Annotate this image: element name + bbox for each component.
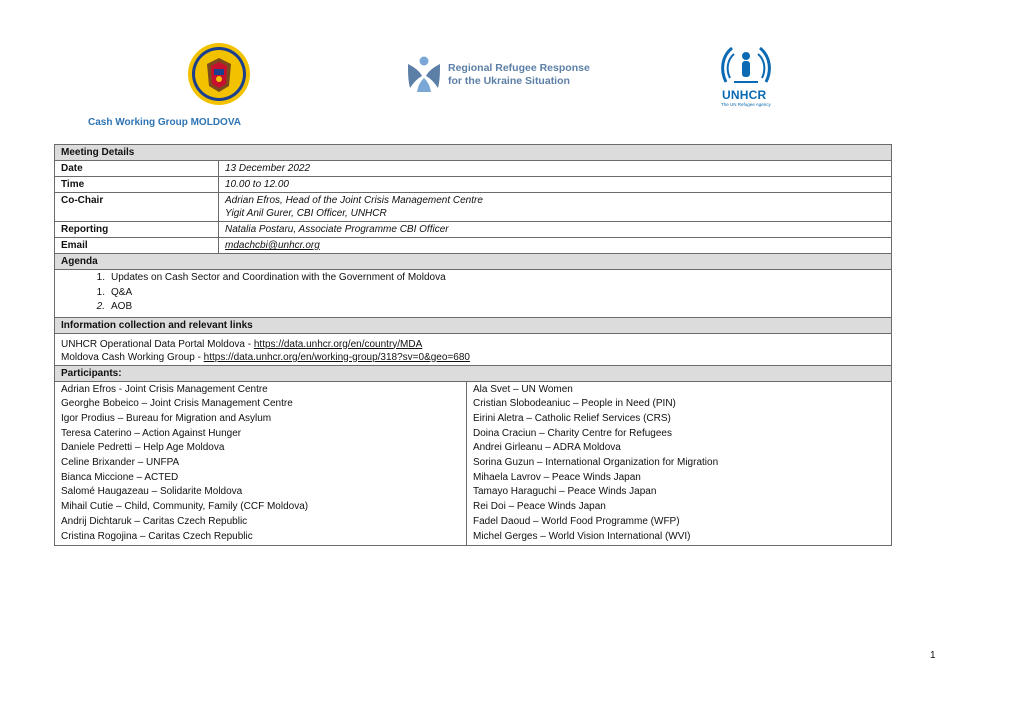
participant-item: Fadel Daoud – World Food Programme (WFP)	[473, 515, 680, 527]
participant-item: Mihail Cutie – Child, Community, Family (CCF Moldova)	[61, 501, 309, 513]
participant-item: Georghe Bobeico – Joint Crisis Management Centre	[61, 398, 293, 410]
participant-item: Cristian Slobodeaniuc – People in Need (PIN)	[473, 398, 676, 410]
email-link[interactable]: mdachcbi@unhcr.org	[225, 240, 320, 251]
date-row	[55, 161, 892, 177]
info-line-2: Moldova Cash Working Group - https://data.unhcr.org/en/working-group/318?sv=0&geo=680	[61, 351, 470, 363]
participant-item: Bianca Miccione – ACTED	[61, 471, 179, 483]
time-label: Time	[55, 177, 219, 193]
participant-item: Teresa Caterino – Action Against Hunger	[61, 427, 242, 439]
participants-left-list	[55, 381, 467, 546]
time-value: 10.00 to 12.00	[219, 177, 892, 193]
email-row	[55, 238, 892, 254]
time-row	[55, 177, 892, 193]
participant-item: Rei Doi – Peace Winds Japan	[473, 501, 606, 513]
participant-item: Cristina Rogojina – Caritas Czech Republic	[61, 530, 253, 542]
working-group-link[interactable]: https://data.unhcr.org/en/working-group/318?sv=0&geo=680	[203, 351, 470, 363]
cochair-row	[55, 193, 892, 222]
agenda-header-row	[55, 254, 892, 270]
unhcr-wordmark: UNHCR	[722, 88, 767, 102]
participant-item: Mihaela Lavrov – Peace Winds Japan	[473, 471, 641, 483]
rrr-logo-text: Regional Refugee Response for the Ukraine Situation	[448, 62, 590, 87]
date-label: Date	[55, 161, 219, 177]
agenda-item: 1. Updates on Cash Sector and Coordination with the Government of Moldova	[96, 272, 446, 283]
moldova-coat-of-arms-logo	[186, 42, 252, 106]
participant-item: Igor Prodius – Bureau for Migration and Asylum	[61, 412, 272, 424]
reporting-label: Reporting	[55, 222, 219, 238]
participant-item: Ala Svet – UN Women	[473, 383, 573, 395]
info-header: Information collection and relevant links	[55, 317, 892, 333]
meeting-details-header-row	[55, 145, 892, 161]
info-row	[55, 333, 892, 365]
meeting-table	[54, 144, 892, 546]
participant-item: Doina Craciun – Charity Centre for Refugees	[473, 427, 672, 439]
date-value: 13 December 2022	[219, 161, 892, 177]
rrr-emblem-icon	[404, 54, 444, 94]
participants-header: Participants:	[55, 365, 892, 381]
participant-item: Eirini Aletra – Catholic Relief Services (CRS)	[473, 412, 671, 424]
participant-item: Celine Brixander – UNFPA	[61, 457, 180, 469]
cochair-label: Co-Chair	[55, 193, 219, 222]
page-number: 1	[930, 650, 936, 661]
group-title: Cash Working Group MOLDOVA	[88, 117, 241, 128]
info-links	[55, 333, 892, 365]
cochair-line-2: Yigit Anil Gurer, CBI Officer, UNHCR	[225, 208, 387, 219]
coat-of-arms-icon	[186, 42, 252, 106]
participants-header-row	[55, 365, 892, 381]
agenda-item: 1. Q&A	[96, 286, 133, 298]
participant-item: Andrij Dichtaruk – Caritas Czech Republic	[61, 515, 248, 527]
agenda-header: Agenda	[55, 254, 892, 270]
participant-item: Andrei Girleanu – ADRA Moldova	[473, 442, 621, 454]
regional-refugee-response-logo	[404, 54, 590, 98]
cochair-line-1: Adrian Efros, Head of the Joint Crisis Management Centre	[225, 195, 483, 206]
unhcr-logo	[718, 42, 780, 108]
email-label: Email	[55, 238, 219, 254]
meeting-details-header: Meeting Details	[55, 145, 892, 161]
info-line-1: UNHCR Operational Data Portal Moldova - https://data.unhcr.org/en/country/MDA	[61, 338, 423, 350]
participants-row	[55, 381, 892, 546]
participant-item: Salomé Haugazeau – Solidarite Moldova	[61, 486, 243, 498]
reporting-value: Natalia Postaru, Associate Programme CBI Officer	[219, 222, 892, 238]
participant-item: Michel Gerges – World Vision International (WVI)	[473, 530, 691, 542]
cochair-value	[219, 193, 892, 222]
participants-right-list	[467, 381, 892, 546]
agenda-item: 2. AOB	[96, 301, 133, 312]
data-portal-link[interactable]: https://data.unhcr.org/en/country/MDA	[253, 338, 423, 350]
unhcr-tagline: The UN Refugee Agency	[721, 102, 771, 107]
unhcr-emblem-icon	[718, 42, 774, 88]
participant-item: Sorina Guzun – International Organization for Migration	[473, 457, 719, 469]
participant-item: Tamayo Haraguchi – Peace Winds Japan	[473, 486, 657, 498]
participant-item: Adrian Efros - Joint Crisis Management Centre	[61, 383, 268, 395]
agenda-list	[55, 270, 892, 318]
reporting-row	[55, 222, 892, 238]
participant-item: Daniele Pedretti – Help Age Moldova	[61, 442, 225, 454]
info-header-row	[55, 317, 892, 333]
agenda-row	[55, 270, 892, 318]
